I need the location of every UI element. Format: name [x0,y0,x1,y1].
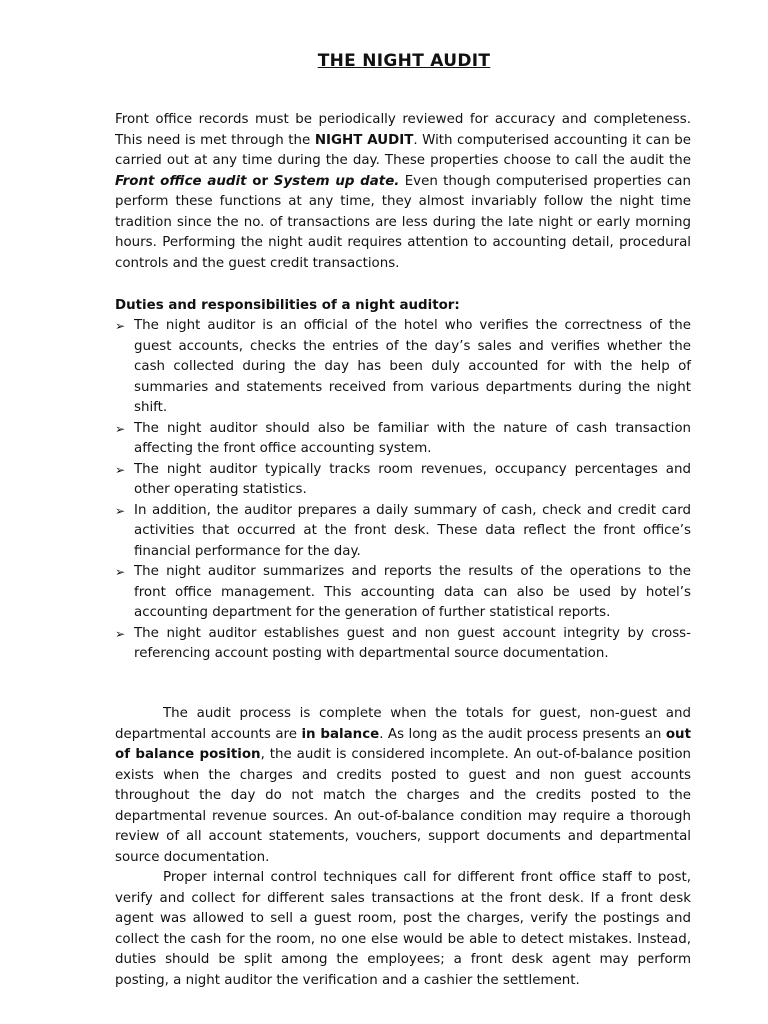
audit-bold-in-balance: in balance [301,726,380,742]
intro-bold-or: or [246,173,274,189]
audit-bold-out-of-balance: out of balance position [115,726,691,762]
arrow-bullet-icon: ➢ [115,503,126,518]
arrow-bullet-icon: ➢ [115,626,126,641]
duty-text: The night auditor should also be familiar with the nature of cash transaction affecting the front office accounting system. [134,420,691,456]
intro-bold-system-up-date: System up date. [273,173,400,189]
intro-paragraph [115,110,691,274]
page-title: THE NIGHT AUDIT [317,51,491,71]
list-item [115,460,691,501]
arrow-bullet-icon: ➢ [115,421,126,436]
audit-text-3: , the audit is considered incomplete. An out-of-balance position exists when the charges and credits posted to guest and non guest accounts throughout the day do not match the charges and the credits posted to the departmental revenue sources. An out-of-balance condition may require a thorough review of all account statements, vouchers, support documents and departmental source documentation. [115,747,691,865]
intro-text-1: Front office records must be periodically reviewed for accuracy and completeness. This need is met through the [115,112,691,148]
arrow-bullet-icon: ➢ [115,565,126,579]
arrow-bullet-icon: ➢ [115,462,126,477]
list-item [115,501,691,563]
audit-process-paragraph [115,704,691,868]
duty-text: The night auditor summarizes and reports the results of the operations to the front office management. This accounting data can also be used by hotel’s accounting department for the generation of further statistical reports. [134,564,691,620]
intro-text-2: . With computerised accounting it can be carried out at any time during the day. These properties choose to call the audit the [115,132,692,168]
duty-text: In addition, the auditor prepares a daily summary of cash, check and credit card activities that occurred at the front desk. These data reflect the front office’s financial performance for the day. [134,502,691,559]
internal-control-paragraph: Proper internal control techniques call for different front office staff to post, verify and collect for different sales transactions at the front desk. If a front desk agent was allowed to sell a guest room, post the charges, verify the postings and collect the cash for the room, no one else would be able to detect mistakes. Instead, duties should be split among the employees; a front desk agent may perform posting, a night auditor the verification and a cashier the settlement. [115,870,691,988]
audit-text-1: The audit process is complete when the totals for guest, non-guest and departmental accounts are [115,706,691,742]
duty-text: The night auditor is an official of the hotel who verifies the correctness of the guest accounts, checks the entries of the day’s sales and verifies whether the cash collected during the day has been duly accounted for with the help of summaries and statements received from various departments during the night shift. [134,318,691,415]
list-item [115,316,691,419]
intro-text-3: Even though computerised properties can perform these functions at any time, they almost invariably follow the night time tradition since the no. of transactions are less during the late night or early morning hours. Performing the night audit requires attention to accounting detail, procedural controls and the guest credit transactions. [115,173,691,271]
list-item [115,419,691,460]
audit-text-2: . As long as the audit process presents an [379,726,666,742]
duties-list [115,316,691,665]
duty-text: The night auditor typically tracks room revenues, occupancy percentages and other operating statistics. [134,461,691,497]
list-item [115,562,691,624]
arrow-bullet-icon: ➢ [115,319,126,333]
list-item [115,624,691,665]
intro-bold-front-office-audit: Front office audit [115,173,247,189]
duty-text: The night auditor establishes guest and non guest account integrity by cross-referencing account posting with departmental source documentation. [134,625,691,661]
duties-heading: Duties and responsibilities of a night auditor: [115,298,460,313]
intro-bold-night-audit: NIGHT AUDIT [314,132,414,148]
